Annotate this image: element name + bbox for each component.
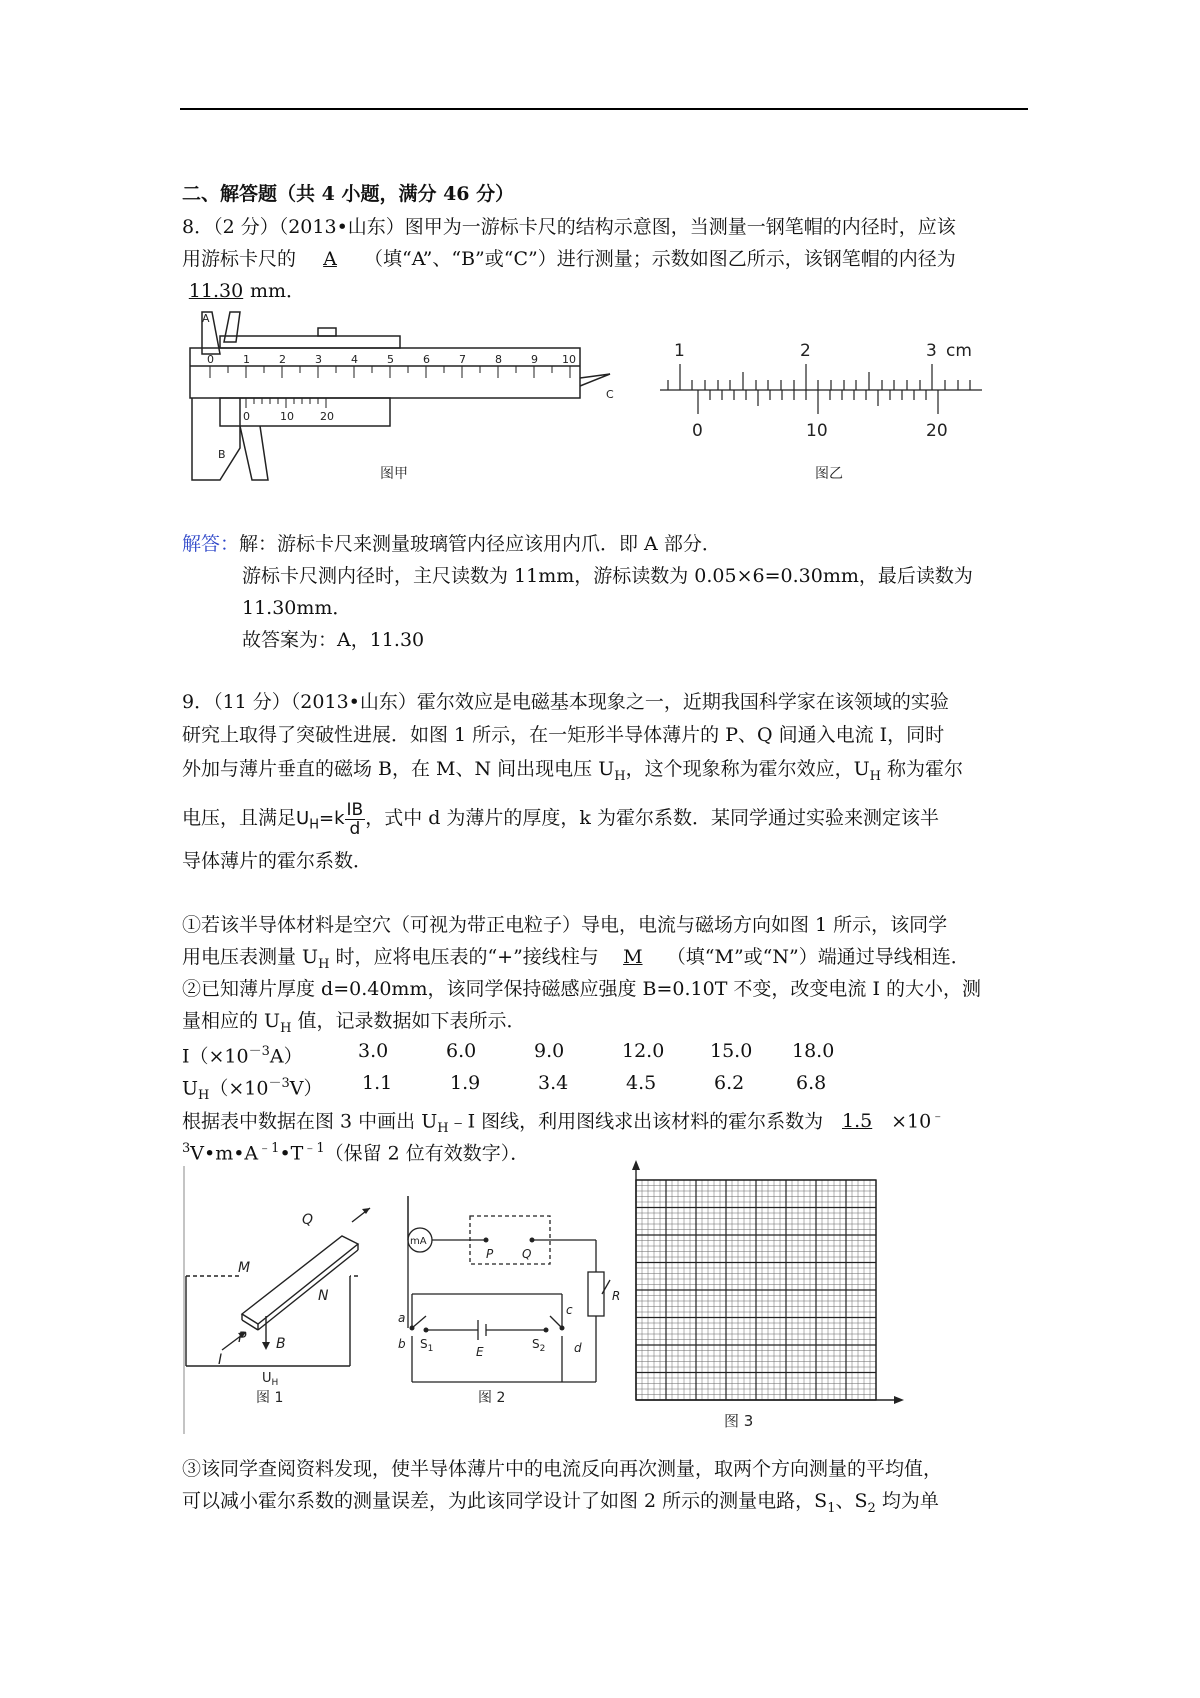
fig2-label-r: R	[612, 1289, 621, 1303]
hall-formula: $U_H=k$ $\frac{IB}{d}$	[296, 799, 364, 839]
answer-line4: 故答案为：A，11.30	[242, 629, 425, 651]
q9-p3-line2: $^3V•m•A^{﹣1}•T^{﹣1}$（保留 2 位有效数字）．	[182, 1141, 530, 1165]
figure-1-hall-plate	[182, 1166, 382, 1436]
main-scale-5: 5	[387, 353, 394, 366]
main-scale-0: 0	[207, 353, 214, 366]
row2-cell: 4.5	[626, 1072, 657, 1094]
q9-line1: 9．（11 分）（2013•山东）霍尔效应是电磁基本现象之一，近期我国科学家在该领域的实验	[182, 691, 949, 713]
vernier-10: 10	[280, 410, 294, 423]
yi-top-1: 1	[674, 341, 685, 361]
main-scale-2: 2	[279, 353, 286, 366]
row2-cell: 3.4	[538, 1072, 569, 1094]
fig2-label-c: c	[566, 1303, 573, 1317]
vernier-0: 0	[243, 410, 250, 423]
figure-3-grid	[620, 1160, 910, 1430]
row1-cell: 3.0	[358, 1040, 389, 1062]
q9-p4-line2: 可以减小霍尔系数的测量误差，为此该同学设计了如图 2 所示的测量电路，$S_1$、$S_2$ 均为单	[182, 1490, 939, 1516]
caliper-label-c: C	[606, 388, 614, 401]
row2-label: $U_H(\times 10^{-3}V)$	[182, 1076, 323, 1104]
answer-line2: 游标卡尺测内径时，主尺读数为 11mm，游标读数为 0.05×6=0.30mm，最后读数为	[242, 565, 973, 587]
fig1-caption: 图 1	[256, 1390, 284, 1406]
fig1-label-q: Q	[302, 1212, 314, 1228]
yi-top-3: 3	[926, 341, 937, 361]
row2-cell: 1.1	[362, 1072, 393, 1094]
yi-top-2: 2	[800, 341, 811, 361]
main-scale-6: 6	[423, 353, 430, 366]
fig2-label-b: b	[398, 1337, 406, 1351]
fig2-caption: 图 2	[478, 1390, 506, 1406]
main-scale-7: 7	[459, 353, 466, 366]
q8-line1: 8．（2 分）（2013•山东）图甲为一游标卡尺的结构示意图，当测量一钢笔帽的内径时，应该	[182, 216, 956, 238]
row1-cell: 15.0	[710, 1040, 753, 1062]
row1-cell: 12.0	[622, 1040, 665, 1062]
fig1-label-b: B	[276, 1336, 286, 1352]
fig2-label-p: P	[486, 1247, 494, 1261]
q9-line3: 外加与薄片垂直的磁场 B，在 M、N 间出现电压 $U_H$，这个现象称为霍尔效应，$U_H$ 称为霍尔	[182, 758, 963, 784]
q9-p2-line1: ②已知薄片厚度 d=0.40mm，该同学保持磁感应强度 B=0.10T 不变，改变电流 I 的大小，测	[182, 978, 981, 1000]
q8-blank-a: A	[323, 248, 337, 270]
q8-line2: 用游标卡尺的 A （填“A”、“B”或“C”）进行测量；示数如图乙所示，该钢笔帽的内径为	[182, 248, 956, 270]
row1-cell: 18.0	[792, 1040, 835, 1062]
header-rule	[180, 108, 1028, 110]
q9-p1-line1: ①若该半导体材料是空穴（可视为带正电粒子）导电，电流与磁场方向如图 1 所示，该同学	[182, 914, 948, 936]
q8-line3: 11.30 mm．	[182, 278, 305, 304]
fig2-label-q: Q	[522, 1247, 532, 1261]
fig2-label-d: d	[574, 1341, 582, 1355]
q9-line4: 电压，且满足$U_H=k$ $\frac{IB}{d}$ ，式中 d 为薄片的厚度，k 为霍尔系数．某同学通过实验来测定该半	[182, 799, 939, 839]
fig1-label-m: M	[238, 1260, 251, 1276]
vernier-20: 20	[320, 410, 334, 423]
main-scale-3: 3	[315, 353, 322, 366]
row1-cell: 6.0	[446, 1040, 477, 1062]
yi-bottom-0: 0	[692, 421, 703, 441]
fig1-label-i: I	[218, 1352, 223, 1368]
q9-p2-line2: 量相应的 $U_H$ 值，记录数据如下表所示．	[182, 1010, 526, 1036]
fig-yi-caption: 图乙	[815, 466, 843, 480]
main-scale-10: 10	[562, 353, 576, 366]
q9-line2: 研究上取得了突破性进展．如图 1 所示，在一矩形半导体薄片的 P、Q 间通入电流 I，同时	[182, 724, 945, 746]
fig1-label-n: N	[318, 1288, 329, 1304]
fig-jia-caption: 图甲	[380, 466, 408, 482]
yi-bottom-20: 20	[926, 421, 948, 441]
row1-cell: 9.0	[534, 1040, 565, 1062]
yi-bottom-10: 10	[806, 421, 828, 441]
q9-p1-line2: 用电压表测量 $U_H$ 时，应将电压表的“+”接线柱与 M （填“M”或“N”）端通过导线相连．	[182, 946, 970, 972]
q8-blank-diameter: 11.30	[188, 280, 244, 302]
section-title: 二、解答题（共 4 小题，满分 46 分）	[182, 183, 515, 205]
row2-cell: 1.9	[450, 1072, 481, 1094]
main-scale-9: 9	[531, 353, 538, 366]
main-scale-1: 1	[243, 353, 250, 366]
fig1-label-uh: $U_H$	[262, 1371, 279, 1388]
figure-2-circuit	[396, 1196, 636, 1406]
main-scale-8: 8	[495, 353, 502, 366]
q9-p3-line1: 根据表中数据在图 3 中画出 $U_H﹣I$ 图线，利用图线求出该材料的霍尔系数为 1.5 ×10﹣	[182, 1109, 945, 1137]
q9-blank-m: M	[623, 946, 643, 968]
yi-unit: cm	[946, 341, 972, 361]
q9-blank-k: 1.5	[842, 1110, 873, 1133]
row2-cell: 6.2	[714, 1072, 745, 1094]
answer-line3: 11.30mm．	[242, 597, 352, 619]
fig3-caption: 图 3	[724, 1412, 754, 1430]
q9-p4-line1: ③该同学查阅资料发现，使半导体薄片中的电流反向再次测量，取两个方向测量的平均值，	[182, 1458, 943, 1480]
q9-line5: 导体薄片的霍尔系数．	[182, 850, 373, 872]
fig2-label-s2: $S_2$	[532, 1337, 546, 1354]
figure-scale-yi	[650, 330, 1010, 480]
caliper-label-b: B	[218, 448, 226, 461]
answer-line1: 解答：解：游标卡尺来测量玻璃管内径应该用内爪．即 A 部分．	[182, 533, 721, 555]
caliper-label-a: A	[202, 312, 210, 325]
row1-label: $I(\times 10^{-3}A)$	[182, 1044, 303, 1068]
row2-cell: 6.8	[796, 1072, 827, 1094]
fig2-label-a: a	[398, 1311, 406, 1325]
fig1-label-p: P	[238, 1330, 247, 1346]
fig2-label-s1: $S_1$	[420, 1337, 434, 1354]
fig2-label-ma: mA	[410, 1236, 427, 1247]
fig2-label-e: E	[476, 1345, 484, 1359]
main-scale-4: 4	[351, 353, 358, 366]
figure-caliper	[180, 308, 640, 488]
answer-label: 解答：	[182, 533, 240, 555]
